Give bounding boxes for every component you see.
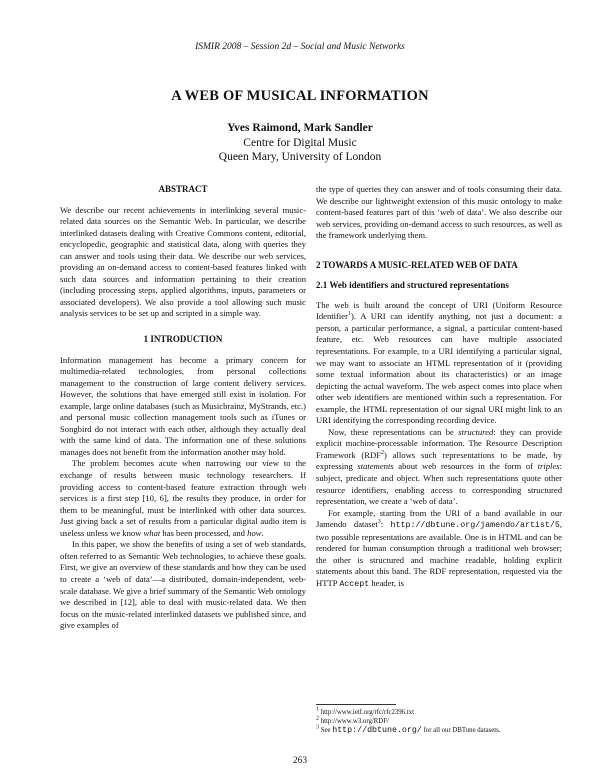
author-block xyxy=(0,121,600,165)
intro-paragraph-1: Information management has become a primary concern for multimedia-related technologies, from personal collections management to the construction of large content delivery services. However, the solutions that have emerged still exist in isolation. For example, large online databases (such as Musicbrainz, MyStrands, etc.) and personal music collection management tools such as iTunes or Songbird do not interact with each other, although they actually deal with the same kind of data. The information one of these solutions manages does not benefit from the information another may hold. xyxy=(60,354,306,457)
running-header: ISMIR 2008 – Session 2d – Social and Music Networks xyxy=(195,42,405,52)
author-names: Yves Raimond, Mark Sandler xyxy=(227,122,373,134)
abstract-heading: ABSTRACT xyxy=(158,184,208,194)
footnote-rule xyxy=(316,704,396,705)
page-number: 263 xyxy=(292,756,308,766)
intro-continuation: the type of queries they can answer and of tools consuming their data. We describe our lightweight extension of this music ontology to make content-based features part of this ‘web of data’. We also describe our web services, providing on-demand access to such resources, as well as the framework underlying them. xyxy=(316,184,562,241)
footnote-1[interactable]: $^1$ http://www.ietf.org/rfc/rfc2396.txt xyxy=(316,706,414,716)
footnote-3[interactable]: $^3$ See http://dbtune.org/ for all our DBTune datasets. xyxy=(316,724,501,735)
author-institution: Queen Mary, University of London xyxy=(218,151,382,163)
subsection-heading: 2.1 Web identifiers and structured representations xyxy=(316,280,509,291)
intro-paragraph-2: The problem becomes acute when narrowing our view to the exchange of results between music technology researchers. If providing access to content-based feature extraction through web services is a first step [10, 6], the results they produce, in order for them to be meaningful, must be interlinked with other data sources. Just giving back a set of results from a particular digital audio item is useless unless we know what has been processed, and how. xyxy=(60,458,306,538)
section2-paragraph-3: For example, starting from the URI of a band available in our Jamendo dataset$^3$: http://dbtune.org/jamendo/artist/5, two possible representations are available. One is in HTML and can be rendered for human consumption through a traditional web browser; the other is structured and machine readable, holding explicit statements about this band. The RDF representation, requested via the HTTP Accept header, is xyxy=(316,507,562,589)
section2-heading: 2 TOWARDS A MUSIC-RELATED WEB OF DATA xyxy=(316,259,518,270)
footnote-2[interactable]: $^2$ http://www.w3.org/RDF/ xyxy=(316,715,389,725)
abstract-text: We describe our recent achievements in interlinking several music-related data sources on the Semantic Web. In particular, we describe interlinked datasets dealing with Creative Commons content, editorial, encyclopedic, geographic and statistical data, along with queries they can answer and tools using their data. We describe our web services, providing an on-demand access to content-based features linked with such data sources and information pertaining to their creation (including processing steps, applied algorithms, inputs, parameters or associated developers). We also provide a tool allowing such music analysis services to be set up and scripted in a simple way. xyxy=(60,204,306,319)
footnotes xyxy=(316,708,562,735)
intro-heading: 1 INTRODUCTION xyxy=(143,334,223,345)
paper-title: A WEB OF MUSICAL INFORMATION xyxy=(171,88,429,104)
left-column xyxy=(60,184,306,632)
section2-paragraph-2: Now, these representations can be structured: they can provide explicit machine-processable information. The Resource Description Framework (RDF$^2$) allows such representations to be made, by expressing statements about web resources in the form of triples: subject, predicate and object. When such representations quote other resource identifiers, enabling access to corresponding structured representation, we create a ‘web of data’. xyxy=(316,426,562,507)
author-affiliation: Centre for Digital Music xyxy=(243,136,357,149)
section2-paragraph-1: The web is built around the concept of URI (Uniform Resource Identifier$^1$). A URI can identify anything, not just a document: a person, a particular performance, a signal, a particular content-based feature, etc. Web resources can have multiple associated representations. For example, to a URI identifying a particular signal, we may want to associate an HTML representation of it (providing some textual information about its characteristics) or an image depicting the actual waveform. The web aspect comes into place when other web identifiers are mentioned within such a representation. For example, the HTML representation of our signal URI might link to an URI identifying the corresponding recording device. xyxy=(316,299,562,426)
intro-paragraph-3: In this paper, we show the benefits of using a set of web standards, often referred to as Semantic Web technologies, to achieve these goals. First, we give an overview of these standards and how they can be used to create a ‘web of data’—a distributed, domain-independent, web-scale database. We give a brief summary of the Semantic Web ontology we described in [12], able to deal with music-related data. We then focus on the music-related interlinked datasets we published since, and give examples of xyxy=(60,539,307,631)
right-column xyxy=(316,184,562,591)
jamendo-uri[interactable]: http://dbtune.org/jamendo/artist/5 xyxy=(390,521,560,531)
